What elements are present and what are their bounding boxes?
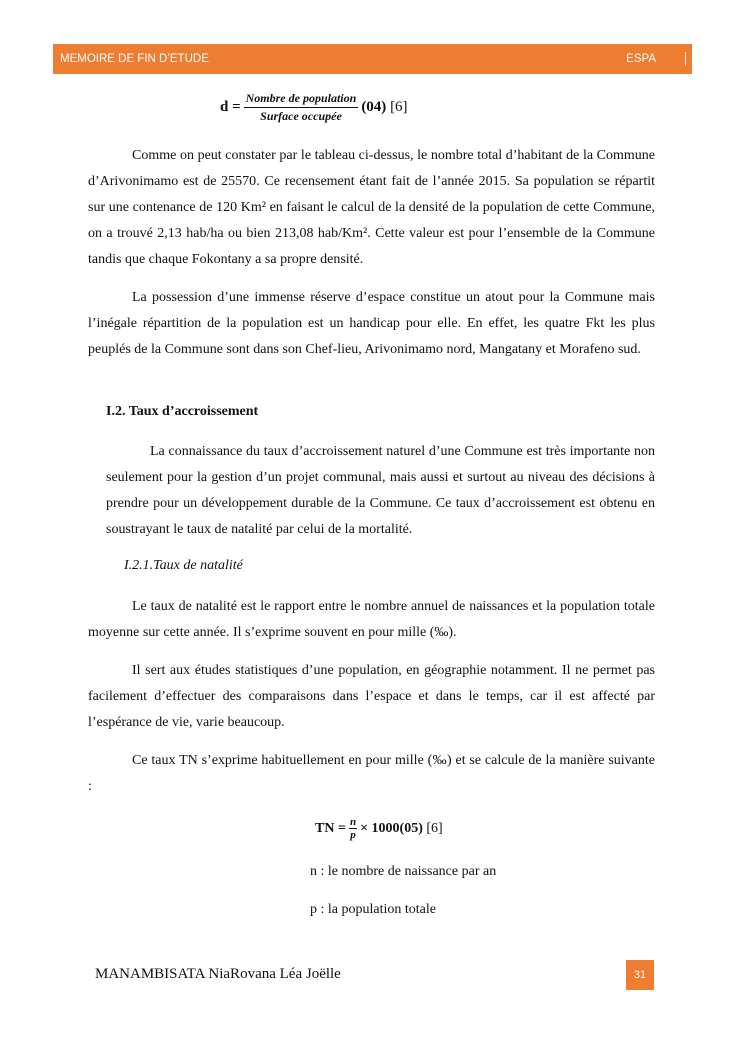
formula2-lhs: TN =: [315, 820, 346, 836]
formula-lhs: d =: [220, 99, 241, 115]
formula-number: (04): [361, 99, 387, 115]
page-header: [53, 44, 692, 74]
page-number: 31: [626, 960, 654, 990]
header-divider: [685, 52, 686, 66]
formula2-denominator: p: [350, 829, 356, 841]
paragraph-natalite-usage: Il sert aux études statistiques d’une population, en géographie notamment. Il ne permet pas facilement d’effectuer des comparaisons dans l’espace et dans le temps, car il est affecté par l’espérance de vie, varie beaucoup.: [88, 663, 655, 730]
header-school: ESPA: [626, 53, 656, 65]
paragraph-natalite-calcul: Ce taux TN s’exprime habituellement en pour mille (‰) et se calcule de la manière suivante :: [88, 753, 655, 794]
formula-fraction: [244, 91, 359, 124]
formula2-times: × 1000: [360, 820, 400, 836]
formula2-numerator: n: [349, 816, 357, 828]
formula-ref: [6]: [390, 99, 408, 115]
footer-author: MANAMBISATA NiaRovana Léa Joëlle: [95, 966, 341, 982]
definition-p: p : la population totale: [310, 902, 436, 917]
formula-numerator: Nombre de population: [244, 91, 359, 108]
heading-taux-natalite: I.2.1.Taux de natalité: [124, 558, 243, 573]
paragraph-repartition: La possession d’une immense réserve d’espace constitue un atout pour la Commune mais l’inégale répartition de la population est un handicap pour elle. En effet, les quatre Fkt les plus peuplés de la Commune sont dans son Chef-lieu, Arivonimamo nord, Mangatany et Morafeno sud.: [88, 290, 655, 357]
density-formula: [220, 91, 408, 124]
formula2-fraction: [349, 816, 357, 841]
paragraph-natalite-def: Le taux de natalité est le rapport entre le nombre annuel de naissances et la population totale moyenne sur cette année. Il s’exprime souvent en pour mille (‰).: [88, 599, 655, 640]
formula2-ref: [6]: [426, 820, 443, 836]
formula-denominator: Surface occupée: [260, 109, 342, 123]
natality-formula: [315, 816, 443, 841]
header-title: MEMOIRE DE FIN D’ETUDE: [60, 53, 209, 65]
definition-n: n : le nombre de naissance par an: [310, 864, 497, 879]
formula2-number: (05): [399, 820, 423, 836]
heading-taux-accroissement: I.2. Taux d’accroissement: [106, 404, 259, 419]
paragraph-population: Comme on peut constater par le tableau ci-dessus, le nombre total d’habitant de la Commune d’Arivonimamo est de 25570. Ce recensement étant fait de l’année 2015. Sa population se répartit sur une contenance de 120 Km² en faisant le calcul de la densité de la population de cette Commune, on a trouvé 2,13 hab/ha ou bien 213,08 hab/Km². Cette valeur est pour l’ensemble de la Commune tandis que chaque Fokontany a sa propre densité.: [88, 148, 655, 267]
paragraph-accroissement: La connaissance du taux d’accroissement naturel d’une Commune est très importante non seulement pour la gestion d’un projet communal, mais aussi et surtout au niveau des décisions à prendre pour un développement durable de la Commune. Ce taux d’accroissement est obtenu en soustrayant le taux de natalité par celui de la mortalité.: [106, 444, 655, 537]
